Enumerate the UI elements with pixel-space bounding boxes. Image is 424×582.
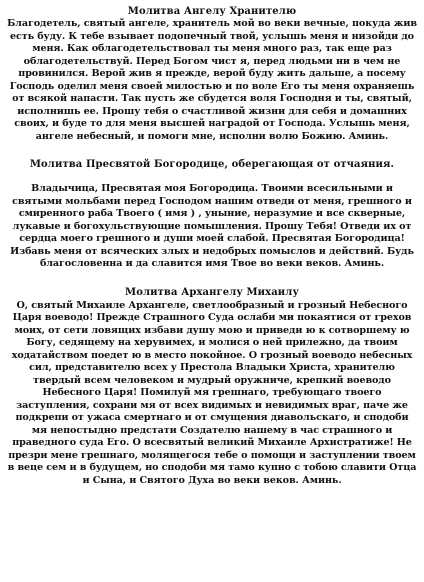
prayer-title: Молитва Ангелу Хранителю — [127, 6, 297, 17]
prayer-archangel-michael — [7, 286, 417, 488]
prayer-title: Молитва Пресвятой Богородице, оберегающая от отчаяния. — [29, 159, 395, 170]
title-spacer — [7, 171, 417, 183]
prayer-guardian-angel — [7, 5, 417, 143]
prayer-text: О, святый Михаиле Архангеле, светлообразный и грозный Небесного Царя воеводо! Прежде Страшного Суда ослаби ми покаятися от грехов моих, от сети ловящих избави душу мою и приведи ю к сотворшему ю Богу, седящему на херувимех, и молися о ней прилежно, да твоим ходатайством поедет ю в место покойное. О грозный воеводо небесных сил, представителю всех у Престола Владыки Христа, хранителю твердый всем человеком и мудрый оружниче, крепкий воеводо Небесного Царя! Помилуй мя грешнаго, требующаго твоего заступления, сохрани мя от всех видимых и невидимых враг, паче же подкрепи от ужаса смертнаго и от смущения диавольскаго, и сподоби мя непостыдно предстати Создателю нашему в час страшного и праведного суда Его. О всесвятый великий Михаиле Архистратиже! Не презри мене грешнаго, молящегося тебе о помощи и заступлении твоем в веце сем и в будущем, но сподоби мя тамо купно с тобою славити Отца и Сына, и Святого Духа во веки веков. Аминь. — [7, 299, 417, 486]
prayer-theotokos — [7, 158, 417, 271]
prayer-text: Благодетель, святый ангеле, хранитель мой во веки вечные, покуда жив есть буду. К тебе взывает подопечный твой, услышь меня и низойди до меня. Как облагодетельствовал ты меня много раз, так еще раз облагодетельствуй. Перед Богом чист я, перед людьми ни в чем не провинился. Верой жив я прежде, верой буду жить дальше, а посему Господь оделил меня своей милостью и по воле Его ты меня охраняешь от всякой напасти. Так пусть же сбудется воля Господня и ты, святый, исполнишь ее. Прошу тебя о счастливой жизни для себя и домашних своих, и буде то для меня высшей наградой от Господа. Услышь меня, ангеле небесный, и помоги мне, исполни волю Божию. Аминь. — [7, 18, 417, 142]
section-spacer — [7, 143, 417, 158]
section-spacer — [7, 271, 417, 286]
prayer-text: Владычица, Пресвятая моя Богородица. Твоими всесильными и святыми мольбами перед Господом нашим отведи от меня, грешного и смиренного раба Твоего ( имя ) , уныние, неразумие и все скверные, лукавые и богохульствующие помышления. Прошу Тебя! Отведи их от сердца моего грешного и души моей слабой. Пресвятая Богородица! Избавь меня от всяческих злых и недобрых помыслов и действий. Будь благословенна и да славится имя Твое во веки веков. Аминь. — [10, 183, 414, 269]
prayer-title: Молитва Архангелу Михаилу — [125, 286, 299, 298]
